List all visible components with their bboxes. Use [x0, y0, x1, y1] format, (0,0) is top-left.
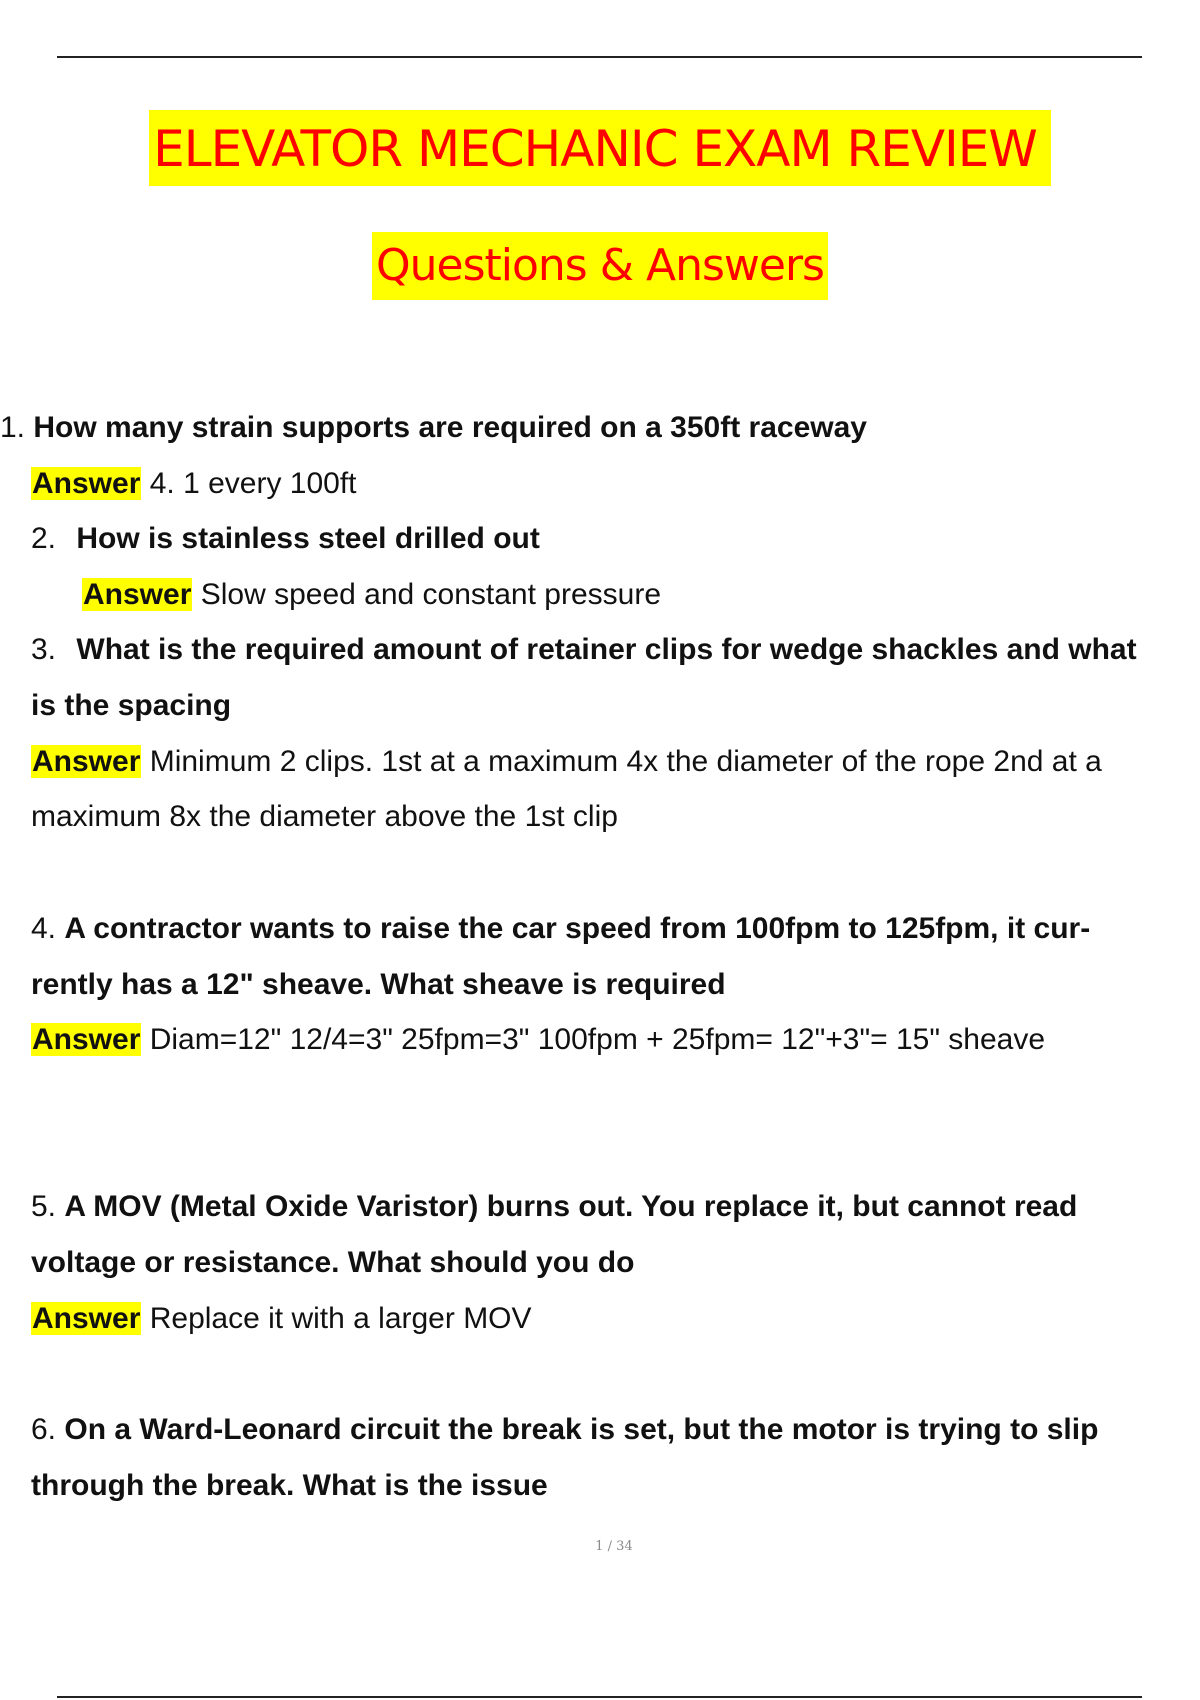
question-6-cont: through the break. What is the issue [31, 1469, 548, 1502]
answer-3 [31, 745, 1102, 779]
question-4 [31, 912, 1090, 946]
answer-5 [31, 1302, 532, 1336]
question-text: A contractor wants to raise the car speed from 100fpm to 125fpm, it cur- [64, 912, 1091, 945]
question-1 [0, 411, 867, 445]
question-5-cont: voltage or resistance. What should you do [31, 1246, 635, 1279]
question-number: 5. [31, 1190, 57, 1223]
answer-4 [31, 1023, 1045, 1057]
answer-text: 4. 1 every 100ft [149, 467, 357, 500]
question-number: 6. [31, 1413, 57, 1446]
page-subtitle: Questions & Answers [372, 232, 828, 300]
title-block [0, 110, 1200, 186]
answer-label: Answer [32, 467, 141, 500]
question-text: On a Ward-Leonard circuit the break is set, but the motor is trying to slip [64, 1413, 1099, 1446]
question-number: 3. [31, 633, 57, 666]
page-number: 1 / 34 [595, 1539, 633, 1554]
question-text: What is the required amount of retainer clips for wedge shackles and what [76, 633, 1137, 666]
page-title: ELEVATOR MECHANIC EXAM REVIEW [149, 110, 1051, 186]
answer-label: Answer [32, 1023, 141, 1056]
answer-2 [82, 578, 661, 612]
question-text: How many strain supports are required on a 350ft raceway [33, 411, 867, 444]
question-3-cont: is the spacing [31, 689, 232, 722]
question-6 [31, 1413, 1098, 1447]
answer-3-cont: maximum 8x the diameter above the 1st clip [31, 800, 618, 833]
question-4-cont: rently has a 12" sheave. What sheave is required [31, 968, 726, 1001]
top-rule [57, 56, 1142, 58]
answer-text: Minimum 2 clips. 1st at a maximum 4x the diameter of the rope 2nd at a [149, 745, 1102, 778]
answer-label: Answer [32, 745, 141, 778]
answer-label: Answer [32, 1302, 141, 1335]
question-5 [31, 1190, 1077, 1224]
question-number: 1. [0, 411, 26, 444]
answer-text: Slow speed and constant pressure [200, 578, 662, 611]
question-3 [31, 633, 1137, 667]
answer-label: Answer [83, 578, 192, 611]
question-2 [31, 522, 540, 556]
answer-1 [31, 467, 357, 501]
answer-text: Replace it with a larger MOV [149, 1302, 532, 1335]
question-text: How is stainless steel drilled out [76, 522, 540, 555]
answer-text: Diam=12" 12/4=3" 25fpm=3" 100fpm + 25fpm= 12"+3"= 15" sheave [149, 1023, 1046, 1056]
question-number: 2. [31, 522, 57, 555]
bottom-rule [57, 1696, 1142, 1698]
question-number: 4. [31, 912, 57, 945]
question-text: A MOV (Metal Oxide Varistor) burns out. You replace it, but cannot read [64, 1190, 1078, 1223]
subtitle-block [0, 232, 1200, 300]
